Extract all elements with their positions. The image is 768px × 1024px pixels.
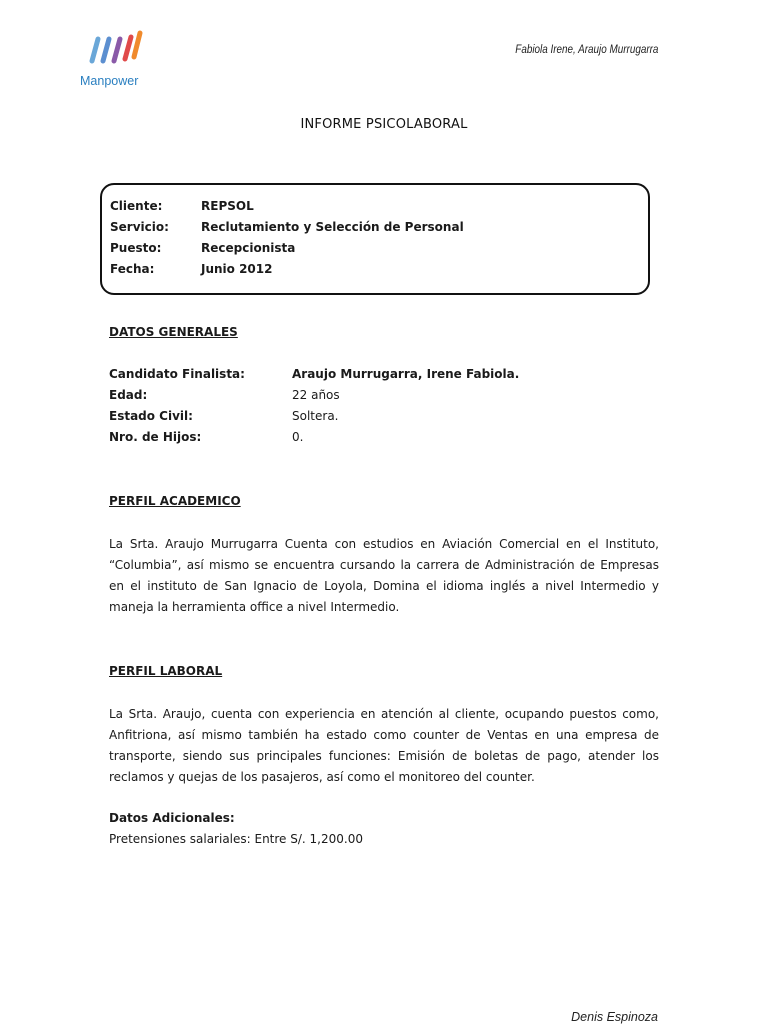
- info-value: Recepcionista: [201, 241, 296, 255]
- general-label: Estado Civil:: [109, 409, 193, 423]
- general-label: Nro. de Hijos:: [109, 430, 202, 444]
- general-value: Soltera.: [292, 409, 339, 423]
- info-row-cliente: [110, 199, 254, 213]
- perfil-academico-text: La Srta. Araujo Murrugarra Cuenta con estudios en Aviación Comercial en el Instituto, “Columbia”, así mismo se encuentra cursando la carrera de Administración de Empresas en el instituto de San Ignacio de Loyola, Domina el idioma inglés a nivel Intermedio y maneja la herramienta office a nivel Intermedio.: [109, 537, 659, 614]
- general-value: Araujo Murrugarra, Irene Fabiola.: [292, 367, 520, 381]
- datos-adicionales-heading: Datos Adicionales:: [109, 811, 235, 825]
- general-label: Edad:: [109, 388, 148, 402]
- header-candidate-name: Fabiola Irene, Araujo Murrugarra: [514, 44, 658, 56]
- info-label: Cliente:: [110, 199, 163, 213]
- manpower-logo: [80, 28, 190, 92]
- info-row-fecha: [110, 262, 272, 276]
- general-value: 0.: [292, 430, 304, 444]
- document-title: INFORME PSICOLABORAL: [300, 117, 468, 132]
- general-value: 22 años: [292, 388, 340, 402]
- salary-expectation: Pretensiones salariales: Entre S/. 1,200.00: [109, 832, 363, 846]
- logo-text: Manpower: [80, 74, 139, 88]
- info-row-servicio: [110, 220, 464, 234]
- info-value: Junio 2012: [201, 262, 273, 276]
- client-info-box: [100, 183, 650, 295]
- footer-author: Denis Espinoza: [571, 1010, 658, 1024]
- info-row-puesto: [110, 241, 295, 255]
- section-heading-perfil-academico: PERFIL ACADEMICO: [109, 494, 241, 508]
- info-value: REPSOL: [201, 199, 254, 213]
- manpower-stripes-icon: [80, 28, 150, 68]
- info-label: Fecha:: [110, 262, 155, 276]
- section-heading-perfil-laboral: PERFIL LABORAL: [109, 664, 223, 678]
- info-label: Servicio:: [110, 220, 169, 234]
- section-heading-datos-generales: DATOS GENERALES: [109, 325, 238, 339]
- perfil-laboral-text: La Srta. Araujo, cuenta con experiencia en atención al cliente, ocupando puestos como, Anfitriona, así mismo también ha estado como counter de Ventas en una empresa de transporte, siendo sus principales funciones: Emisión de boletas de pago, atender los reclamos y quejas de los pasajeros, así como el monitoreo del counter.: [109, 707, 659, 784]
- info-label: Puesto:: [110, 241, 162, 255]
- general-label: Candidato Finalista:: [109, 367, 245, 381]
- info-value: Reclutamiento y Selección de Personal: [201, 220, 464, 234]
